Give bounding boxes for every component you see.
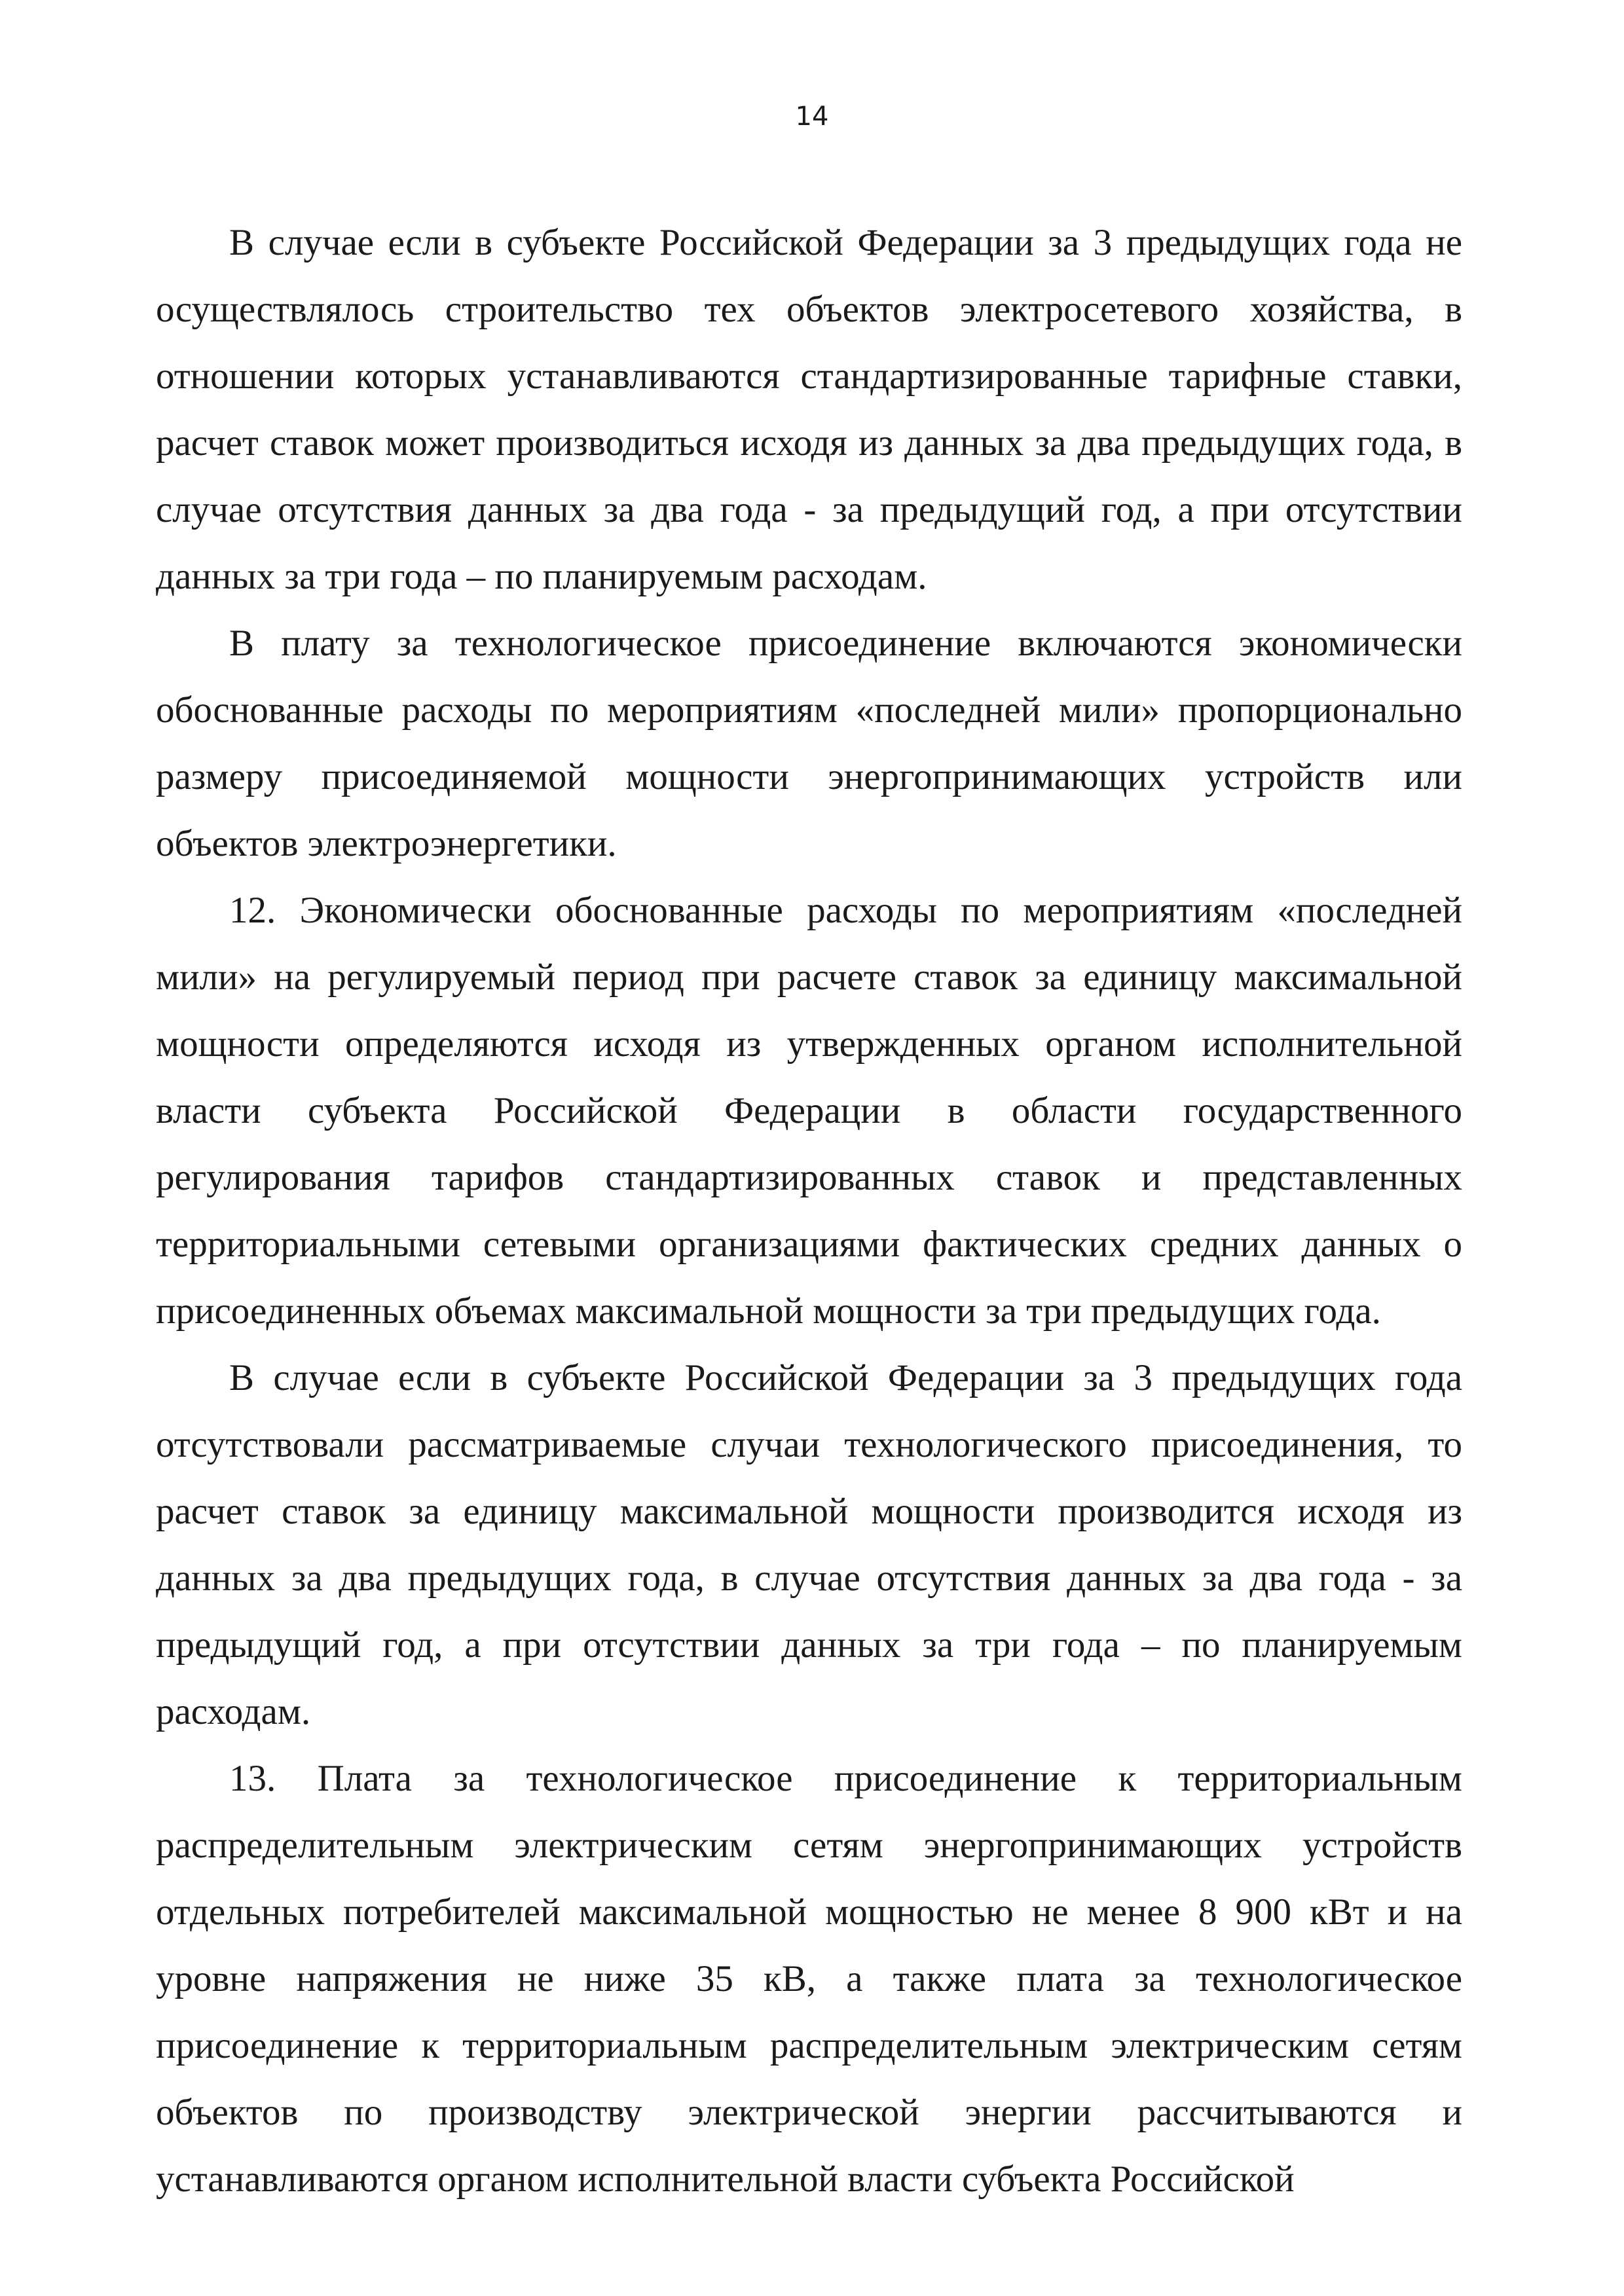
page-number: 14 [795,101,829,132]
paragraph-item-13: 13. Плата за технологическое присоединение к территориальным распределительным электрическим сетям энергопринимающих устройств отдельных потребителей максимальной мощностью не менее 8 900 кВт и на уровне напряжения не ниже 35 кВ, а также плата за технологическое присоединение к территориальным распределительным электрическим сетям объектов по производству электрической энергии рассчитываются и устанавливаются органом исполнительной власти субъекта Российской [156,1758,1462,2200]
document-body [156,210,1462,2213]
paragraph-item-12: 12. Экономически обоснованные расходы по мероприятиям «последней мили» на регулируемый период при расчете ставок за единицу максимальной мощности определяются исходя из утвержденных органом исполнительной власти субъекта Российской Федерации в области государственного регулирования тарифов стандартизированных ставок и представленных территориальными сетевыми организациями фактических средних данных о присоединенных объемах максимальной мощности за три предыдущих года. [156,890,1462,1332]
paragraph-no-connection-case: В случае если в субъекте Российской Федерации за 3 предыдущих года отсутствовали рассматриваемые случаи технологического присоединения, то расчет ставок за единицу максимальной мощности производится исходя из данных за два предыдущих года, в случае отсутствия данных за два года - за предыдущий год, а при отсутствии данных за три года – по планируемым расходам. [156,1357,1462,1732]
paragraph-no-construction-case: В случае если в субъекте Российской Федерации за 3 предыдущих года не осуществлялось строительство тех объектов электросетевого хозяйства, в отношении которых устанавливаются стандартизированные тарифные ставки, расчет ставок может производиться исходя из данных за два предыдущих года, в случае отсутствия данных за два года - за предыдущий год, а при отсутствии данных за три года – по планируемым расходам. [156,222,1462,597]
paragraph-last-mile-costs: В плату за технологическое присоединение включаются экономически обоснованные расходы по мероприятиям «последней мили» пропорционально размеру присоединяемой мощности энергопринимающих устройств или объектов электроэнергетики. [156,623,1462,864]
